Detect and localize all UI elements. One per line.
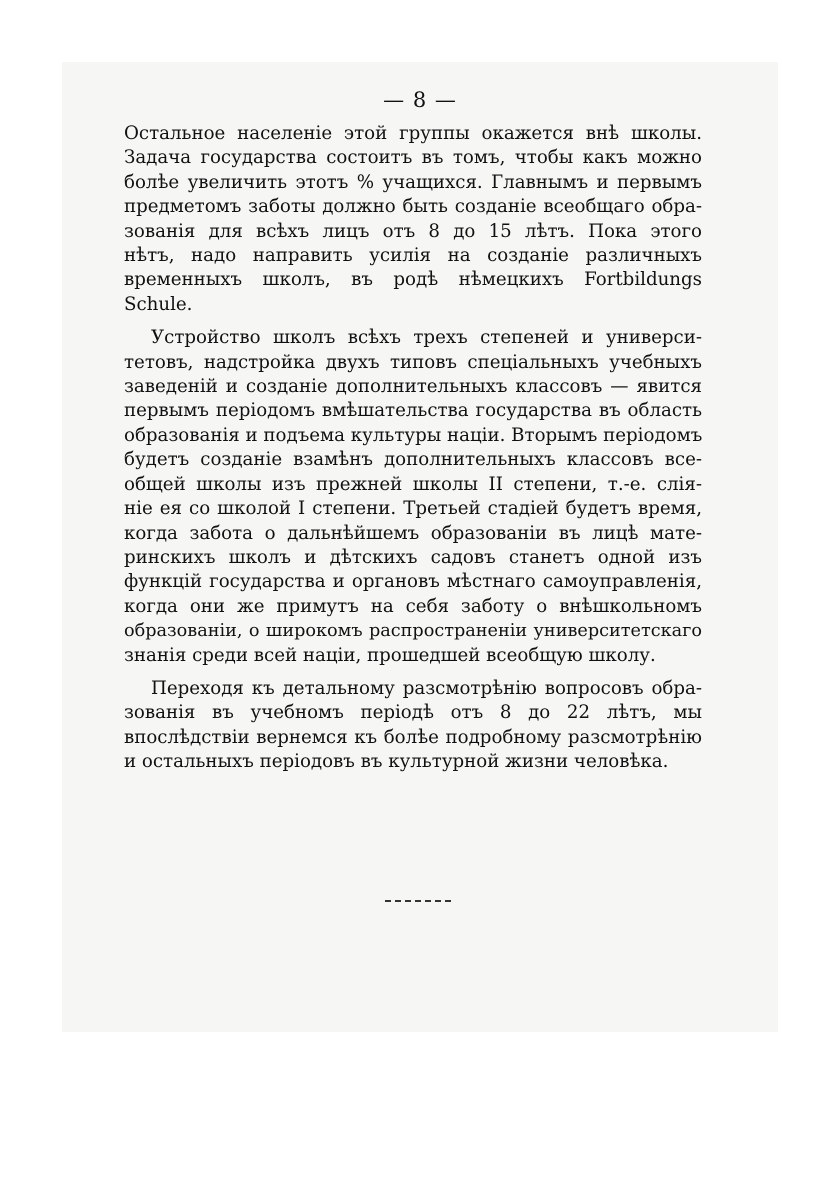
text-line: ніе ея со школой I степени. Третьей стадіей будетъ время,: [124, 498, 702, 520]
text-line: когда забота о дальнѣйшемъ образованіи въ лицѣ мате-: [124, 522, 702, 544]
text-line: временныхъ школъ, въ родѣ нѣмецкихъ Fortbildungs: [124, 269, 702, 291]
text-line: Задача государства состоитъ въ томъ, чтобы какъ можно: [124, 147, 702, 169]
text-line: зованія для всѣхъ лицъ отъ 8 до 15 лѣтъ. Пока этого: [124, 220, 702, 242]
text-line: нѣтъ, надо направить усилія на созданіе различныхъ: [124, 245, 702, 267]
text-line: заведеній и созданіе дополнительныхъ классовъ — явится: [124, 376, 702, 398]
text-line: будетъ созданіе взамѣнъ дополнительныхъ классовъ все-: [124, 449, 702, 471]
text-line: функцій государства и органовъ мѣстнаго самоуправленія,: [124, 571, 702, 593]
text-line: Переходя къ детальному разсмотрѣнію вопросовъ обра-: [151, 677, 702, 699]
paragraph-2: [124, 326, 702, 668]
paragraph-3: [124, 677, 702, 775]
text-line: когда они же примутъ на себя заботу о внѣшкольномъ: [124, 595, 702, 617]
text-line: образованія и подъема культуры націи. Вторымъ періодомъ: [124, 424, 703, 446]
text-line: болѣе увеличить этотъ % учащихся. Главнымъ и первымъ: [124, 171, 702, 193]
text-line: предметомъ заботы должно быть созданіе всеобщаго обра-: [124, 196, 702, 218]
paragraph-1: [124, 122, 702, 317]
page-number: — 8 —: [383, 88, 457, 112]
text-line: и остальныхъ періодовъ въ культурной жизни человѣка.: [124, 751, 669, 773]
text-line: впослѣдствіи вернемся къ болѣе подробному разсмотрѣнію: [124, 726, 702, 748]
text-line: тетовъ, надстройка двухъ типовъ спеціальныхъ учебныхъ: [124, 351, 702, 373]
text-line: первымъ періодомъ вмѣшательства государства въ область: [124, 400, 702, 422]
body-text: [124, 122, 702, 784]
text-line: общей школы изъ прежней школы II степени, т.-е. слія-: [124, 473, 702, 495]
text-line: образованіи, о широкомъ распространеніи университетскаго: [124, 621, 702, 642]
text-line: Устройство школъ всѣхъ трехъ степеней и универси-: [151, 327, 702, 349]
text-line: ринскихъ школъ и дѣтскихъ садовъ станетъ одной изъ: [124, 546, 702, 568]
text-line: знанія среди всей націи, прошедшей всеобщую школу.: [124, 644, 656, 666]
text-line: Остальное населеніе этой группы окажется внѣ школы.: [124, 123, 702, 144]
end-divider: [385, 900, 451, 902]
text-line: Schule.: [124, 293, 193, 315]
text-line: зованія въ учебномъ періодѣ отъ 8 до 22 лѣтъ, мы: [124, 702, 702, 724]
